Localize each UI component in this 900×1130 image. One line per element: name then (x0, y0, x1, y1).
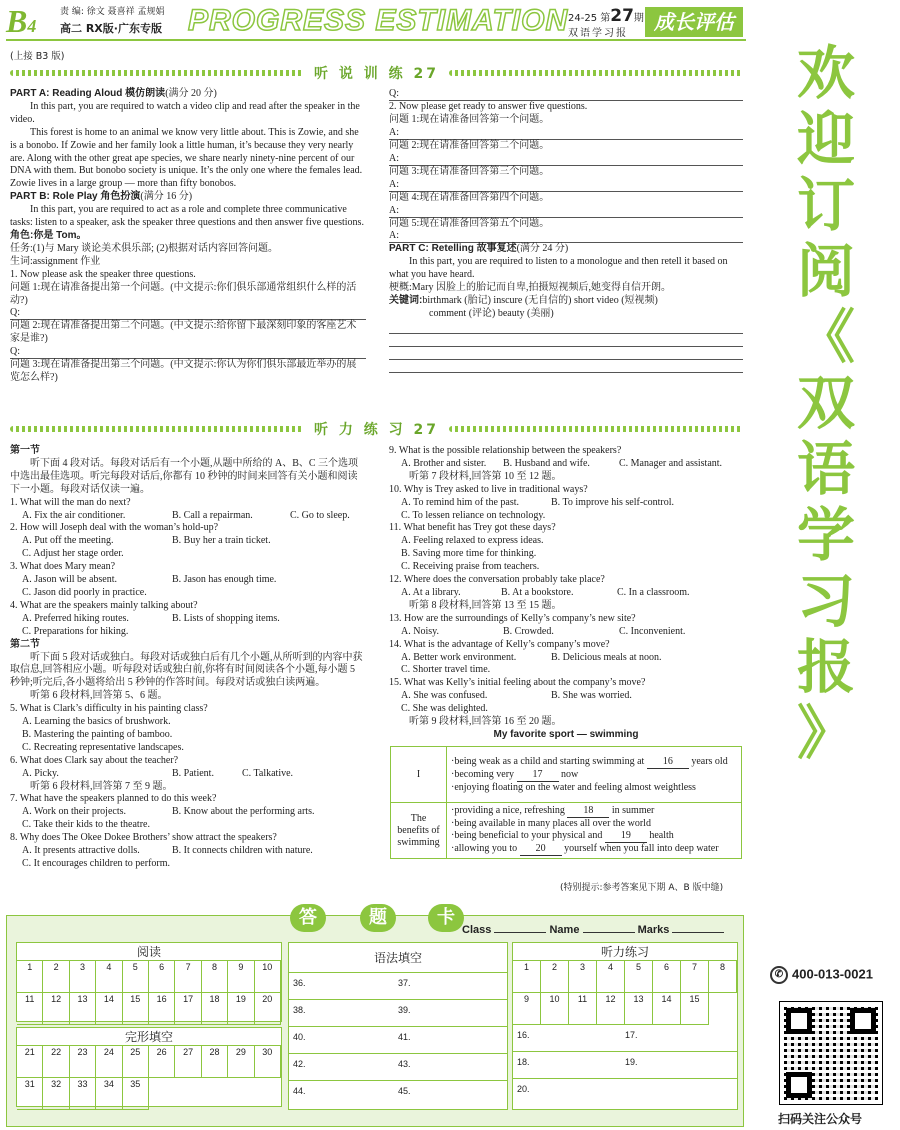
ad-char: 欢 (796, 39, 855, 107)
option[interactable]: A. Feeling relaxed to express ideas. (401, 535, 544, 547)
answer-cell[interactable]: 6 (149, 961, 175, 993)
answer-cell[interactable]: 15 (123, 993, 149, 1025)
listening-fill-row[interactable]: 16. 17. (513, 1025, 737, 1052)
phone-icon: ✆ (770, 966, 788, 984)
option[interactable]: C. Shorter travel time. (401, 664, 491, 676)
option[interactable]: A. Preferred hiking routes. (22, 612, 129, 624)
option[interactable]: A. Work on their projects. (22, 806, 126, 818)
answer-cell[interactable]: 6 (653, 961, 681, 993)
answer-prompt: 问题 4:现在请准备回答第四个问题。 (389, 191, 550, 203)
retell-line[interactable] (389, 321, 743, 334)
table-row (391, 747, 742, 803)
question-8: 8. Why does The Okee Dokee Brothers’ show attract the speakers? A. It presents attractive dolls. B. It connects children with nature. C. It encourages children to perform. (10, 832, 313, 869)
ad-char: 双 (796, 369, 855, 437)
answer-cell[interactable]: 7 (175, 961, 201, 993)
ad-char: 》 (796, 699, 855, 767)
material-label: 听第 6 段材料,回答第 7 至 9 题。 (30, 780, 173, 792)
answer-cell[interactable]: 2 (43, 961, 69, 993)
partC-title: PART C: Retelling 故事复述 (389, 243, 517, 255)
answer-cell[interactable]: 23 (70, 1046, 96, 1078)
section1-intro: 听下面 4 段对话。每段对话后有一个小题,从题中所给的 A、B、C 三个选项中选出最佳选项。听完每段对话后,你都有 10 秒钟的时间来回答有关小题和阅读下一小题。每段对话仅读一遍。 (10, 457, 359, 495)
answer-cell[interactable]: 1 (17, 961, 43, 993)
question-2: 2. How will Joseph deal with the woman’s hold-up? A. Put off the meeting. B. Buy her a train ticket. C. Adjust her stage order. (10, 522, 366, 561)
question-7: 7. What have the speakers planned to do this week? A. Work on their projects. B. Know about the performing arts. C. Take their kids to the theatre. (10, 793, 315, 831)
row-content: ·being weak as a child and starting swimming at 16 years old ·becoming very 17 now ·enjoying floating on the water and feeling almost weightless (447, 747, 742, 803)
option[interactable]: B. At a bookstore. (501, 586, 574, 598)
material-label: 听第 7 段材料,回答第 10 至 12 题。 (409, 470, 562, 482)
cloze-grid (17, 1046, 281, 1110)
option[interactable]: B. Crowded. (503, 625, 554, 637)
option[interactable]: B. Buy her a train ticket. (172, 535, 271, 547)
option[interactable]: A. She was confused. (401, 690, 488, 702)
class-field[interactable] (494, 932, 546, 933)
paper-name: 双语学习报 (568, 28, 628, 39)
answer-cell[interactable]: 10 (541, 993, 569, 1025)
retell-line[interactable] (389, 360, 743, 373)
page-title: PROGRESS ESTIMATION (188, 4, 569, 37)
reading-panel (16, 942, 282, 1022)
answer-cell[interactable]: 30 (255, 1046, 281, 1078)
option[interactable]: C. She was delighted. (401, 703, 488, 715)
question-9: 9. What is the possible relationship between the speakers? A. Brother and sister. B. Husband and wife. C. Manager and assistant. (389, 445, 723, 469)
continued-note: (上接 B3 版) (10, 51, 65, 62)
blank-18[interactable]: 18 (567, 805, 609, 818)
partB-title: PART B: Role Play 角色扮演 (10, 191, 141, 203)
column-badge: 成长评估 (645, 7, 743, 37)
answer-cell[interactable]: 8 (709, 961, 737, 993)
answer-cell[interactable]: 4 (96, 961, 122, 993)
table-row (391, 803, 742, 859)
question-6: 6. What does Clark say about the teacher? A. Picky. B. Patient. C. Talkative. (10, 754, 294, 779)
qr-corner (786, 1072, 812, 1098)
q-answer-line[interactable]: Q: (10, 346, 366, 359)
question-4: 4. What are the speakers mainly talking about? A. Preferred hiking routes. B. Lists of shopping items. C. Preparations for hiking. (10, 600, 366, 639)
question-prompt: 问题 2:现在请准备提出第二个问题。(中文提示:给你留下最深刻印象的客座艺术家是谁?) (10, 320, 357, 345)
answer-cell[interactable]: 14 (653, 993, 681, 1025)
answer-cell[interactable]: 10 (255, 961, 281, 993)
answer-prompt: 问题 2:现在请准备回答第二个问题。 (389, 139, 550, 151)
retell-line[interactable] (389, 334, 743, 347)
material-label: 听第 8 段材料,回答第 13 至 15 题。 (409, 599, 562, 611)
card-title-char: 题 (360, 904, 396, 932)
option[interactable]: C. Receiving praise from teachers. (401, 561, 540, 573)
question-11: 11. What benefit has Trey got these days? A. Feeling relaxed to express ideas. B. Saving more time for thinking. C. Receiving praise from teachers. (389, 522, 743, 574)
panel-title: 阅读 (17, 943, 281, 961)
question-14: 14. What is the advantage of Kelly’s company’s move? A. Better work environment. B. Delicious meals at noon. C. Shorter travel time. (389, 639, 743, 678)
answer-cell[interactable]: 3 (569, 961, 597, 993)
listening-right-column (389, 445, 743, 742)
answer-prompt: 问题 1:现在请准备回答第一个问题。 (389, 113, 550, 125)
section2-title: 第二节 (10, 638, 40, 650)
answer-cell[interactable]: 12 (597, 993, 625, 1025)
answer-cell[interactable]: 21 (17, 1046, 43, 1078)
role: 角色:你是 Tom。 (10, 229, 87, 241)
ad-char: 语 (796, 435, 855, 503)
ad-char: 订 (796, 171, 855, 239)
blank-20[interactable]: 20 (520, 843, 562, 856)
option[interactable]: C. In a classroom. (617, 586, 690, 598)
question-5: 5. What is Clark’s difficulty in his painting class? A. Learning the basics of brushwork. B. Mastering the painting of bamboo. C. Recreating representative landscapes. (10, 703, 366, 755)
grammar-row[interactable]: 44. 45. (293, 1086, 411, 1096)
panel-title: 语法填空 (289, 943, 507, 973)
a-answer-line[interactable]: A: (389, 153, 743, 166)
speaking-banner: 听 说 训 练 27 (10, 64, 743, 82)
option[interactable]: A. Fix the air conditioner. (22, 509, 126, 521)
ad-char: 阅 (796, 237, 855, 305)
section-logo: B4 (6, 4, 50, 38)
listening-banner: 听 力 练 习 27 (10, 420, 743, 438)
partA-intro: In this part, you are required to watch a video clip and read after the speaker in the video. (10, 100, 360, 125)
answer-cell[interactable]: 9 (513, 993, 541, 1025)
speaking-right-column (389, 88, 743, 373)
outline: 梗概:Mary 因脸上的胎记而自卑,拍摄短视频后,她变得自信开朗。 (389, 282, 671, 294)
option[interactable]: C. To lessen reliance on technology. (401, 509, 546, 521)
answer-cell[interactable]: 11 (17, 993, 43, 1025)
a-answer-line[interactable]: A: (389, 205, 743, 218)
answer-cell[interactable]: 13 (70, 993, 96, 1025)
panel-title: 完形填空 (17, 1028, 281, 1046)
task: 任务:(1)与 Mary 谈论美术俱乐部; (2)根据对话内容回答问题。 (10, 242, 279, 254)
option[interactable]: C. Adjust her stage order. (22, 548, 124, 560)
answer-cell[interactable]: 14 (96, 993, 122, 1025)
answer-cell[interactable]: 11 (569, 993, 597, 1025)
answer-cell[interactable]: 18 (202, 993, 228, 1025)
fill-table (390, 746, 742, 859)
card-fields: Class Name Marks (462, 924, 724, 936)
subscribe-ad (756, 40, 896, 766)
answer-note: (特别提示:参考答案见下期 A、B 版中缝) (560, 883, 724, 893)
answer-cell[interactable]: 25 (123, 1046, 149, 1078)
grammar-row[interactable]: 40. 41. (289, 1027, 507, 1054)
qr-corner (786, 1008, 812, 1034)
grammar-panel (288, 942, 508, 1110)
option[interactable]: A. At a library. (401, 586, 461, 598)
answer-cell[interactable]: 9 (228, 961, 254, 993)
answer-cell[interactable]: 2 (541, 961, 569, 993)
option[interactable]: A. Learning the basics of brushwork. (22, 716, 171, 728)
partC-score: (满分 24 分) (516, 243, 569, 255)
step1: 1. Now please ask the speaker three questions. (10, 268, 196, 280)
answer-cell[interactable]: 12 (43, 993, 69, 1025)
card-title-char: 答 (290, 904, 326, 932)
answer-prompt: 问题 3:现在请准备回答第三个问题。 (389, 165, 550, 177)
option[interactable]: B. It connects children with nature. (172, 845, 313, 857)
answer-cell[interactable]: 34 (96, 1078, 122, 1110)
option[interactable]: C. Inconvenient. (619, 625, 686, 637)
option[interactable]: A. Jason will be absent. (22, 574, 117, 586)
a-answer-line[interactable]: A: (389, 230, 743, 243)
ad-char: 《 (796, 303, 855, 371)
listening-left-column (10, 445, 366, 871)
answer-prompt: 问题 5:现在请准备回答第五个问题。 (389, 217, 550, 229)
option[interactable]: A. Put off the meeting. (22, 535, 114, 547)
option[interactable]: B. Jason has enough time. (172, 574, 277, 586)
answer-cell[interactable]: 27 (175, 1046, 201, 1078)
option[interactable]: B. Delicious meals at noon. (551, 651, 662, 663)
answer-cell[interactable]: 5 (123, 961, 149, 993)
answer-cell[interactable]: 28 (202, 1046, 228, 1078)
material-label: 听第 6 段材料,回答第 5、6 题。 (30, 690, 168, 702)
section1-title: 第一节 (10, 445, 40, 456)
option[interactable]: A. To remind him of the past. (401, 496, 519, 508)
question-13: 13. How are the surroundings of Kelly’s company’s new site? A. Noisy. B. Crowded. C. Inconvenient. (389, 612, 686, 637)
ad-char: 学 (796, 501, 855, 569)
step2: 2. Now please get ready to answer five questions. (389, 101, 588, 112)
option[interactable]: C. Go to sleep. (290, 509, 350, 521)
row-label: I (391, 747, 447, 803)
issue-number: 24-25 第27期 (568, 6, 644, 26)
option[interactable]: B. Patient. (172, 767, 214, 779)
panel-title: 听力练习 (513, 943, 737, 961)
option[interactable]: C. Recreating representative landscapes. (22, 741, 184, 753)
answer-cell[interactable]: 19 (228, 993, 254, 1025)
question-10: 10. Why is Trey asked to live in traditional ways? A. To remind him of the past. B. To improve his self-control. C. To lessen reliance on technology. (389, 484, 743, 523)
blank-17[interactable]: 17 (517, 769, 559, 782)
keywords: comment (评论) beauty (美丽) (429, 307, 554, 319)
q-answer-line[interactable]: Q: (10, 307, 366, 320)
cloze-panel (16, 1027, 282, 1107)
answer-cell[interactable]: 20 (255, 993, 281, 1025)
option[interactable]: C. Manager and assistant. (619, 457, 723, 469)
answer-cell[interactable]: 8 (202, 961, 228, 993)
partB-score: (满分 16 分) (140, 191, 193, 203)
option[interactable]: B. Lists of shopping items. (172, 612, 280, 624)
grammar-row[interactable]: 42. 43. (289, 1054, 507, 1081)
option[interactable]: A. Brother and sister. (401, 457, 487, 469)
ad-char: 习 (796, 567, 855, 635)
option[interactable]: B. Mastering the painting of bamboo. (22, 728, 173, 740)
phone-number: ✆ 400-013-0021 (770, 966, 873, 984)
partA-title: PART A: Reading Aloud 模仿朗读 (10, 88, 166, 99)
partB-intro: In this part, you are required to act as a role and complete three communicative tasks: listen to a speaker, ask the speaker three questions and then answer five questions. (10, 204, 364, 229)
speaking-left-column (10, 88, 366, 385)
option[interactable]: B. Know about the performing arts. (172, 806, 315, 818)
card-title-char: 卡 (428, 904, 464, 932)
answer-cell[interactable]: 4 (597, 961, 625, 993)
marks-field[interactable] (672, 932, 724, 933)
listening-panel (512, 942, 738, 1110)
option[interactable]: A. Picky. (22, 767, 59, 779)
question-15: 15. What was Kelly’s initial feeling about the company’s move? A. She was confused. B. She was worried. C. She was delighted. (389, 677, 743, 716)
option[interactable]: C. Preparations for hiking. (22, 625, 129, 637)
answer-cell[interactable]: 33 (70, 1078, 96, 1110)
partA-score: (满分 20 分) (165, 88, 217, 99)
answer-cell[interactable]: 16 (149, 993, 175, 1025)
grammar-row[interactable]: 36. 37. (289, 973, 507, 1000)
listening-fill-row[interactable]: 18. 19. (513, 1052, 737, 1079)
answer-cell[interactable]: 29 (228, 1046, 254, 1078)
answer-cell[interactable]: 13 (625, 993, 653, 1025)
answer-cell[interactable]: 15 (681, 993, 709, 1025)
question-1: 1. What will the man do next? A. Fix the air conditioner. B. Call a repairman. C. Go to sleep. (10, 496, 350, 521)
answer-cell[interactable]: 7 (681, 961, 709, 993)
listening-fill-row[interactable]: 20. (517, 1084, 530, 1094)
partA-text: This forest is home to an animal we know very little about. This is Zowie, and she is a bonobo. If Zowie and her family look a little human, it’s because they very nearly are. Along with the other great ape species, we share nearly ninety-nine percent of our DNA with them. But bonobo society is unique. It’s the only one where the females lead. Zowie lives in a large group — more than fifty bonobos. (10, 126, 363, 190)
answer-cell[interactable]: 17 (175, 993, 201, 1025)
option[interactable]: A. Noisy. (401, 625, 439, 637)
a-answer-line[interactable]: A: (389, 127, 743, 140)
ad-char: 报 (796, 633, 855, 701)
option[interactable]: A. It presents attractive dolls. (22, 845, 140, 857)
question-3: 3. What does Mary mean? A. Jason will be absent. B. Jason has enough time. C. Jason did poorly in practice. (10, 561, 366, 600)
question-12: 12. Where does the conversation probably take place? A. At a library. B. At a bookstore. C. In a classroom. (389, 574, 690, 598)
q-answer-line[interactable]: Q: (389, 88, 743, 101)
question-prompt: 问题 3:现在请准备提出第三个问题。(中文提示:你认为你们俱乐部最近举办的展览怎么样?) (10, 359, 357, 384)
option[interactable]: B. Husband and wife. (503, 457, 590, 469)
option[interactable]: B. She was worried. (551, 690, 632, 702)
row-label: The benefits of swimming (391, 803, 447, 859)
answer-cell[interactable]: 3 (70, 961, 96, 993)
answer-cell[interactable]: 5 (625, 961, 653, 993)
reading-grid (17, 961, 281, 1025)
option[interactable]: A. Better work environment. (401, 651, 517, 663)
listening-grid (513, 961, 737, 1025)
ad-char: 迎 (796, 105, 855, 173)
option[interactable]: B. Call a repairman. (172, 509, 253, 521)
option[interactable]: C. Jason did poorly in practice. (22, 586, 147, 598)
header-divider (6, 39, 746, 41)
option[interactable]: B. To improve his self-control. (551, 496, 674, 508)
answer-cell[interactable]: 1 (513, 961, 541, 993)
row-content: ·providing a nice, refreshing 18 in summer ·being available in many places all over the world ·being beneficial to your physical and 19 health ·allowing you to 20 yourself when you fall into deep water (447, 803, 742, 859)
edition-label: 高二 RX版·广东专版 (60, 22, 162, 35)
partC-intro: In this part, you are required to listen to a monologue and then retell it based on what you have heard. (389, 256, 728, 281)
editors: 责 编: 徐文 聂喜祥 孟规娟 (60, 7, 165, 17)
answer-cell[interactable]: 35 (123, 1078, 149, 1110)
keywords-label: 关键词: (389, 295, 423, 307)
table-title: My favorite sport — swimming (493, 728, 639, 740)
option[interactable]: C. It encourages children to perform. (22, 858, 171, 869)
answer-cell[interactable]: 24 (96, 1046, 122, 1078)
option[interactable]: C. Talkative. (242, 767, 294, 779)
a-answer-line[interactable]: A: (389, 179, 743, 192)
answer-cell[interactable]: 32 (43, 1078, 69, 1110)
option[interactable]: B. Saving more time for thinking. (401, 548, 537, 560)
answer-cell[interactable]: 26 (149, 1046, 175, 1078)
qr-corner (850, 1008, 876, 1034)
retell-line[interactable] (389, 347, 743, 360)
section2-intro: 听下面 5 段对话或独白。每段对话或独白后有几个小题,从所听到的内容中获取信息,回答相应小题。听每段对话或独白前,你将有时间阅读各个小题,每小题 5 秒钟;听完后,各小题将给出 5 秒钟的作答时间。每段对话或独白读两遍。 (10, 651, 363, 689)
question-prompt: 问题 1:现在请准备提出第一个问题。(中文提示:你们俱乐部通常组织什么样的活动?) (10, 281, 357, 306)
material-label: 听第 9 段材料,回答第 16 至 20 题。 (409, 716, 562, 728)
qr-caption: 扫码关注公众号 (778, 1112, 863, 1126)
grammar-row[interactable]: 38. 39. (289, 1000, 507, 1027)
new-word: 生词:assignment 作业 (10, 255, 101, 267)
name-field[interactable] (583, 932, 635, 933)
answer-cell[interactable]: 22 (43, 1046, 69, 1078)
answer-cell[interactable]: 31 (17, 1078, 43, 1110)
option[interactable]: C. Take their kids to the theatre. (22, 819, 150, 831)
blank-16[interactable]: 16 (647, 756, 689, 769)
blank-19[interactable]: 19 (605, 830, 647, 843)
keywords: birthmark (胎记) inscure (无自信的) short video (短视频) (422, 295, 658, 307)
